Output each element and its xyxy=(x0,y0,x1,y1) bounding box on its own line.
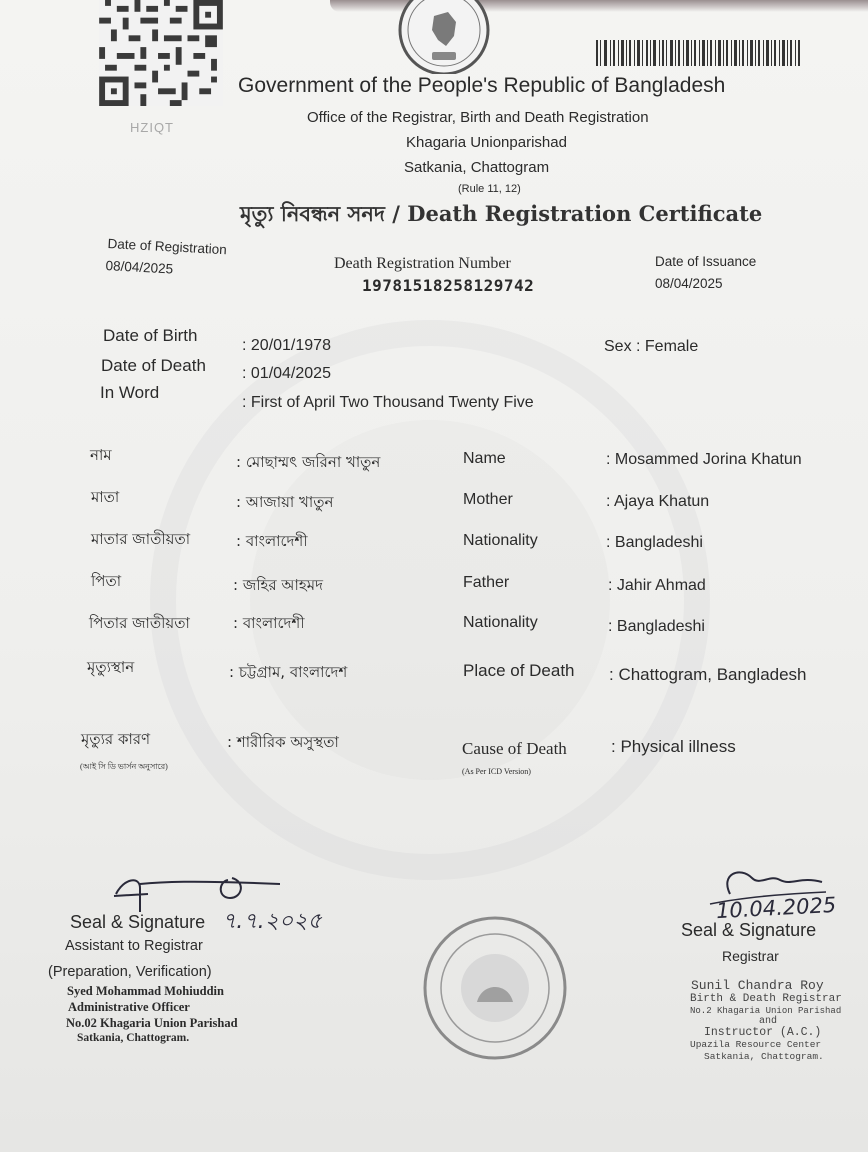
official-stamp xyxy=(422,912,568,1064)
bn-father-value: : জহির আহমদ xyxy=(233,576,324,594)
inword-label: In Word xyxy=(100,383,160,402)
cause-of-death-label: Cause of Death xyxy=(462,739,567,758)
bn-mother-label: মাতা xyxy=(91,488,120,506)
cause-of-death-value: : Physical illness xyxy=(611,737,736,756)
bn-name-value: : মোছাম্মৎ জরিনা খাতুন xyxy=(236,453,381,471)
bn-place-of-death-value: : চট্টগ্রাম, বাংলাদেশ xyxy=(229,663,348,681)
bn-name-label: নাম xyxy=(90,446,112,464)
dob-label: Date of Birth xyxy=(103,326,198,345)
mother-value: : Ajaya Khatun xyxy=(606,493,710,510)
registrar-line4: Instructor (A.C.) xyxy=(704,1026,822,1039)
bn-mother-nationality-label: মাতার জাতীয়তা xyxy=(91,530,191,548)
registrar-line2: No.2 Khagaria Union Parishad xyxy=(690,1006,842,1016)
bn-father-label: পিতা xyxy=(91,572,122,590)
registrar-name: Sunil Chandra Roy xyxy=(691,978,824,993)
bn-place-of-death-label: মৃত্যুস্থান xyxy=(87,658,135,676)
rule-note: (Rule 11, 12) xyxy=(458,183,521,195)
registrar-role: Registrar xyxy=(722,948,779,964)
father-nationality-label: Nationality xyxy=(463,614,538,631)
registration-number-label: Death Registration Number xyxy=(334,255,511,272)
registration-date-value: 08/04/2025 xyxy=(105,258,174,277)
barcode xyxy=(596,40,800,66)
assistant-role: Assistant to Registrar xyxy=(65,938,203,954)
registrar-line5: Upazila Resource Center xyxy=(690,1039,822,1050)
name-value: : Mosammed Jorina Khatun xyxy=(606,451,802,468)
assistant-name: Syed Mohammad Mohiuddin xyxy=(67,984,224,998)
dob-value: : 20/01/1978 xyxy=(242,337,331,354)
assistant-office: No.02 Khagaria Union Parishad xyxy=(66,1016,238,1030)
mother-nationality-label: Nationality xyxy=(463,532,538,549)
office-heading: Office of the Registrar, Birth and Death Registration xyxy=(307,109,649,126)
father-value: : Jahir Ahmad xyxy=(608,577,706,594)
right-handwritten-date: 10.04.2025 xyxy=(715,892,837,924)
assistant-title: Administrative Officer xyxy=(68,1000,190,1014)
cause-note: (As Per ICD Version) xyxy=(462,767,531,776)
location-heading: Satkania, Chattogram xyxy=(404,159,550,176)
government-emblem xyxy=(396,0,492,74)
inword-value: : First of April Two Thousand Twenty Five xyxy=(242,394,534,411)
registrar-line6: Satkania, Chattogram. xyxy=(704,1051,824,1062)
issuance-date-label: Date of Issuance xyxy=(655,254,757,269)
right-seal-signature-label: Seal & Signature xyxy=(681,920,817,940)
issuance-date-value: 08/04/2025 xyxy=(655,276,723,291)
registrar-line1: Birth & Death Registrar xyxy=(690,993,842,1005)
father-label: Father xyxy=(463,574,510,591)
government-heading: Government of the People's Republic of Bangladesh xyxy=(238,74,726,97)
bn-cause-note: (আই সি ডি ভার্সন অনুসারে) xyxy=(80,762,168,771)
assistant-role-detail: (Preparation, Verification) xyxy=(48,964,212,980)
registrar-line3: and xyxy=(759,1016,778,1027)
qr-caption: HZIQT xyxy=(130,120,174,135)
bn-father-nationality-value: : বাংলাদেশী xyxy=(233,614,305,632)
mother-nationality-value: : Bangladeshi xyxy=(606,534,703,551)
left-handwritten-date: ৭.৭.২০২৫ xyxy=(222,909,322,934)
bn-cause-of-death-label: মৃত্যুর কারণ xyxy=(81,730,151,748)
bn-mother-value: : আজায়া খাতুন xyxy=(236,493,334,511)
dod-label: Date of Death xyxy=(101,356,206,375)
place-of-death-value: : Chattogram, Bangladesh xyxy=(609,665,807,684)
left-seal-signature-label: Seal & Signature xyxy=(70,912,206,932)
assistant-place: Satkania, Chattogram. xyxy=(77,1032,190,1044)
registration-date-label: Date of Registration xyxy=(107,236,228,258)
bn-father-nationality-label: পিতার জাতীয়তা xyxy=(89,614,190,632)
dod-value: : 01/04/2025 xyxy=(242,365,331,382)
registration-number-value: 19781518258129742 xyxy=(362,276,535,295)
bn-mother-nationality-value: : বাংলাদেশী xyxy=(236,532,308,550)
name-label: Name xyxy=(463,450,506,467)
father-nationality-value: : Bangladeshi xyxy=(608,618,705,635)
bn-cause-of-death-value: : শারীরিক অসুস্থতা xyxy=(227,733,339,751)
mother-label: Mother xyxy=(463,491,513,508)
place-of-death-label: Place of Death xyxy=(463,661,575,680)
qr-code xyxy=(98,0,224,106)
certificate-title: মৃত্যু নিবন্ধন সনদ / Death Registration Certificate xyxy=(240,201,763,226)
union-heading: Khagaria Unionparishad xyxy=(406,134,567,151)
sex-value: Sex : Female xyxy=(604,338,699,355)
